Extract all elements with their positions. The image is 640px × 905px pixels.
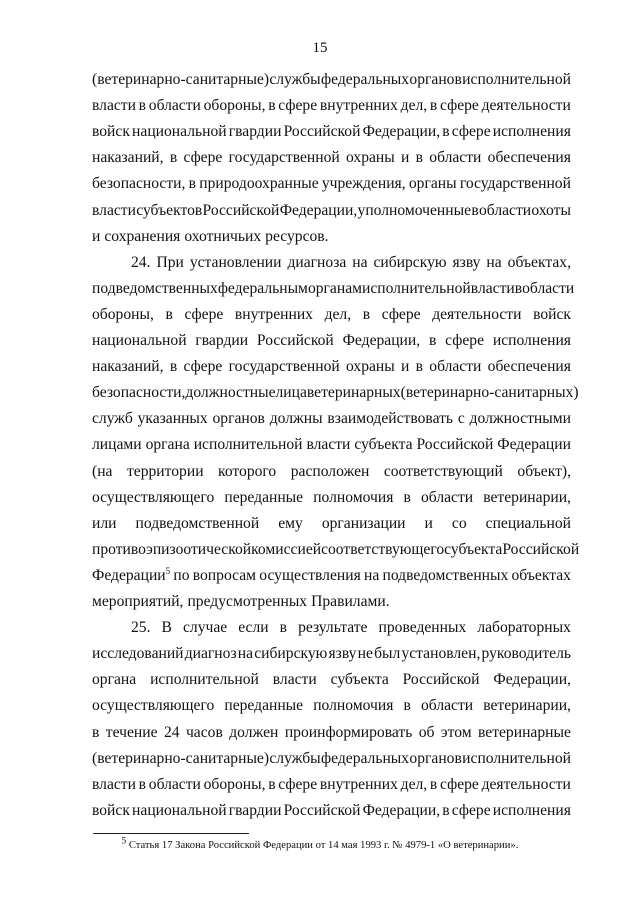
word: в — [188, 175, 197, 193]
word: обеспечения — [487, 149, 571, 167]
word: и — [424, 514, 433, 532]
word: федеральным — [217, 279, 308, 297]
word: исполнения — [492, 332, 571, 349]
word: организации — [321, 514, 406, 532]
word: расположен — [290, 462, 370, 480]
word: указанных — [137, 410, 208, 428]
word: объектах — [511, 566, 571, 584]
word: Федерации, — [279, 201, 358, 219]
word: взаимодействовать — [327, 410, 454, 428]
word: внутренних — [319, 775, 398, 793]
word: сфере — [440, 97, 479, 115]
word: случае — [183, 619, 228, 637]
word: в — [442, 801, 450, 819]
word: власти — [92, 201, 136, 219]
word: результате — [298, 619, 368, 637]
footnote — [0, 835, 640, 851]
word: охотничьих — [184, 227, 262, 245]
word: исполнительной — [462, 749, 571, 767]
word: ветеринарные — [478, 723, 571, 741]
word: Российской — [283, 801, 361, 819]
word: Федерации, — [342, 332, 421, 349]
word: в — [92, 723, 100, 741]
word: Российской — [283, 123, 361, 141]
word: мероприятий, — [92, 593, 184, 610]
word: Российской — [256, 332, 334, 349]
word: на — [486, 253, 502, 271]
word: безопасности, — [92, 384, 186, 402]
word: в — [429, 775, 438, 793]
word: исполнения — [492, 801, 571, 819]
word: полномочия — [313, 697, 394, 715]
word: в — [428, 332, 437, 349]
word: исполнительной — [150, 671, 259, 689]
word: органам — [307, 279, 362, 297]
word: сохранения — [104, 227, 181, 245]
word: сфере — [440, 775, 479, 793]
word: 24 — [163, 723, 180, 741]
word: руководитель — [481, 645, 571, 663]
word: Российской — [502, 540, 580, 558]
word: национальной — [132, 801, 227, 819]
word: ресурсов. — [265, 227, 329, 245]
word: в — [362, 305, 371, 323]
word: федеральных — [321, 749, 410, 767]
word: службы — [269, 71, 321, 88]
word: должностными — [469, 410, 571, 428]
word: федеральных — [321, 71, 410, 88]
word: дел, — [400, 775, 428, 793]
word: уполномоченные — [357, 201, 472, 219]
word: не — [357, 645, 373, 663]
word: и — [401, 358, 410, 376]
word: с — [457, 410, 465, 428]
word: В — [161, 619, 172, 637]
word: исполнения — [492, 123, 571, 141]
word: природоохранные — [199, 175, 319, 193]
word: Российской — [416, 436, 494, 454]
word: Федерации$^5$ — [92, 565, 171, 584]
word: комиссией — [251, 540, 322, 558]
word: и — [401, 149, 410, 167]
word: Федерации, — [493, 671, 571, 689]
page-number: 15 — [312, 40, 328, 56]
word: деятельности — [432, 305, 522, 323]
word: полномочия — [313, 488, 394, 506]
word: внутренних — [319, 97, 398, 115]
word: власти — [272, 671, 317, 689]
word: этом — [440, 723, 472, 741]
word: (на — [92, 462, 113, 480]
word: деятельности — [481, 775, 571, 793]
word: исполнительной — [361, 279, 471, 297]
word: установлен, — [401, 645, 481, 663]
footnote-text: Статья 17 Закона Российской Федерации от 14 мая 1993 г. № 4979-1 «О ветеринарии». — [128, 840, 519, 851]
word: области — [522, 279, 575, 297]
word: сфере — [184, 305, 224, 323]
word: сфере — [445, 332, 485, 349]
word: установлении — [189, 253, 282, 271]
word: со — [451, 514, 467, 532]
word: области — [148, 775, 201, 793]
word: или — [92, 514, 117, 532]
word: сфере — [381, 305, 421, 323]
footnote-mark: 5 — [121, 835, 127, 846]
word: власти — [470, 279, 515, 297]
word: органы — [408, 175, 457, 193]
word: обеспечения — [487, 358, 571, 376]
word: подведомственных — [382, 566, 509, 584]
word: сибирскую — [373, 253, 447, 271]
word: если — [238, 619, 269, 637]
word: области — [148, 97, 201, 115]
word: по — [173, 566, 190, 584]
word: в — [268, 775, 276, 793]
word: войск — [92, 123, 130, 141]
footnote-separator — [93, 833, 249, 834]
word: области — [429, 358, 482, 376]
word: проведенных — [378, 619, 467, 637]
word: дел, — [400, 97, 428, 115]
word: переданные — [224, 697, 304, 715]
word: войск — [533, 305, 571, 323]
word: (ветеринарно-санитарных) — [400, 384, 579, 402]
word: (ветеринарно-санитарные) — [92, 749, 270, 767]
word: лабораторных — [477, 619, 571, 637]
word: безопасности, — [92, 175, 186, 193]
word: объектах, — [507, 253, 571, 271]
word: территории — [126, 462, 204, 480]
word: субъекта — [444, 540, 503, 558]
word: наказаний, — [92, 149, 164, 167]
word: на — [352, 253, 368, 271]
word: был — [374, 645, 401, 663]
word: охоты — [531, 201, 571, 219]
word: в — [403, 697, 411, 715]
word: сфере — [183, 149, 223, 167]
word: лицами — [92, 436, 142, 454]
word: в — [429, 97, 438, 115]
word: в — [138, 775, 147, 793]
word: службы — [269, 749, 321, 767]
word: на — [363, 566, 380, 584]
word: обороны, — [203, 97, 266, 115]
word: в — [165, 305, 173, 323]
word: гвардии — [228, 123, 282, 141]
word: и — [92, 227, 101, 245]
word: в — [471, 201, 479, 219]
word: должны — [269, 410, 323, 428]
word: При — [156, 253, 184, 271]
word: Российской — [202, 201, 280, 219]
word: предусмотренных — [187, 593, 308, 610]
word: сфере — [451, 123, 491, 141]
word: осуществляющего — [92, 488, 215, 506]
word: органов — [409, 749, 462, 767]
word: субъектов — [136, 201, 203, 219]
word: осуществления — [259, 566, 361, 584]
word: в — [138, 97, 147, 115]
word: области — [420, 488, 474, 506]
word: течение — [105, 723, 158, 741]
word: в — [169, 149, 178, 167]
word: вопросам — [192, 566, 257, 584]
word: ветеринарии, — [483, 697, 571, 715]
word: осуществляющего — [92, 697, 215, 715]
word: в — [442, 123, 450, 141]
word: обороны, — [92, 305, 154, 323]
word: в — [415, 149, 423, 167]
word: власти — [306, 436, 351, 454]
word: субъекта — [354, 436, 413, 454]
word: субъекта — [330, 671, 389, 689]
word: объект), — [517, 462, 571, 480]
word: должен — [229, 723, 279, 741]
word: власти — [92, 97, 136, 115]
word: области — [420, 697, 474, 715]
word: ему — [278, 514, 303, 532]
word: соответствующий — [383, 462, 503, 480]
word: войск — [92, 801, 130, 819]
word: в — [169, 358, 178, 376]
word: противоэпизоотической — [92, 540, 252, 558]
word: обороны, — [203, 775, 266, 793]
word: Федерации, — [362, 123, 441, 141]
word: подведомственной — [135, 514, 260, 532]
word: Федерации, — [362, 801, 441, 819]
word: органов — [409, 71, 462, 88]
word: деятельности — [481, 97, 571, 115]
word: государственной — [459, 175, 571, 193]
word: охраны — [345, 358, 395, 376]
word: об — [418, 723, 435, 741]
word: проинформировать — [284, 723, 413, 741]
word: Российской — [402, 671, 480, 689]
word: государственной — [228, 149, 340, 167]
word: 25. — [131, 619, 151, 637]
word: национальной — [132, 123, 227, 141]
word: Правилами. — [311, 593, 390, 610]
word: язву — [452, 253, 481, 271]
word: охраны — [345, 149, 395, 167]
word: гвардии — [228, 801, 282, 819]
word: диагноз — [184, 645, 237, 663]
word: исполнительной — [462, 71, 571, 88]
word: лица — [275, 384, 307, 402]
word: в — [268, 97, 276, 115]
word: учреждения, — [321, 175, 406, 193]
word: сфере — [451, 801, 491, 819]
word: язву — [328, 645, 357, 663]
word: должностные — [185, 384, 276, 402]
word: органа — [92, 671, 137, 689]
word: дел, — [324, 305, 352, 323]
word: специальной — [485, 514, 571, 532]
word: в — [403, 488, 411, 506]
word: переданные — [224, 488, 304, 506]
word: органов — [212, 410, 265, 428]
word: Федерации — [497, 436, 571, 454]
word: сфере — [278, 775, 318, 793]
word: соответствующего — [321, 540, 445, 558]
word: подведомственных — [92, 279, 218, 297]
word: государственной — [228, 358, 340, 376]
word: исследований — [92, 645, 184, 663]
word: (ветеринарно-санитарные) — [92, 71, 270, 88]
word: области — [478, 201, 532, 219]
word: области — [429, 149, 482, 167]
word: сфере — [183, 358, 223, 376]
word: диагноза — [287, 253, 347, 271]
word: национальной — [92, 332, 187, 349]
word: гвардии — [195, 332, 249, 349]
word: в — [514, 279, 523, 297]
word: 24. — [131, 253, 151, 271]
word: наказаний, — [92, 358, 164, 376]
word: в — [279, 619, 288, 637]
word: ветеринарных — [306, 384, 401, 402]
word: власти — [92, 775, 136, 793]
word: сибирскую — [254, 645, 328, 663]
word: на — [237, 645, 254, 663]
word: служб — [92, 410, 133, 428]
word: ветеринарии, — [483, 488, 571, 506]
word: которого — [218, 462, 277, 480]
footnote-reference: 5 — [165, 565, 171, 576]
word: часов — [185, 723, 223, 741]
word: органа — [145, 436, 190, 454]
word: исполнительной — [193, 436, 303, 454]
word: внутренних — [234, 305, 313, 323]
word: в — [415, 358, 423, 376]
word: сфере — [278, 97, 318, 115]
